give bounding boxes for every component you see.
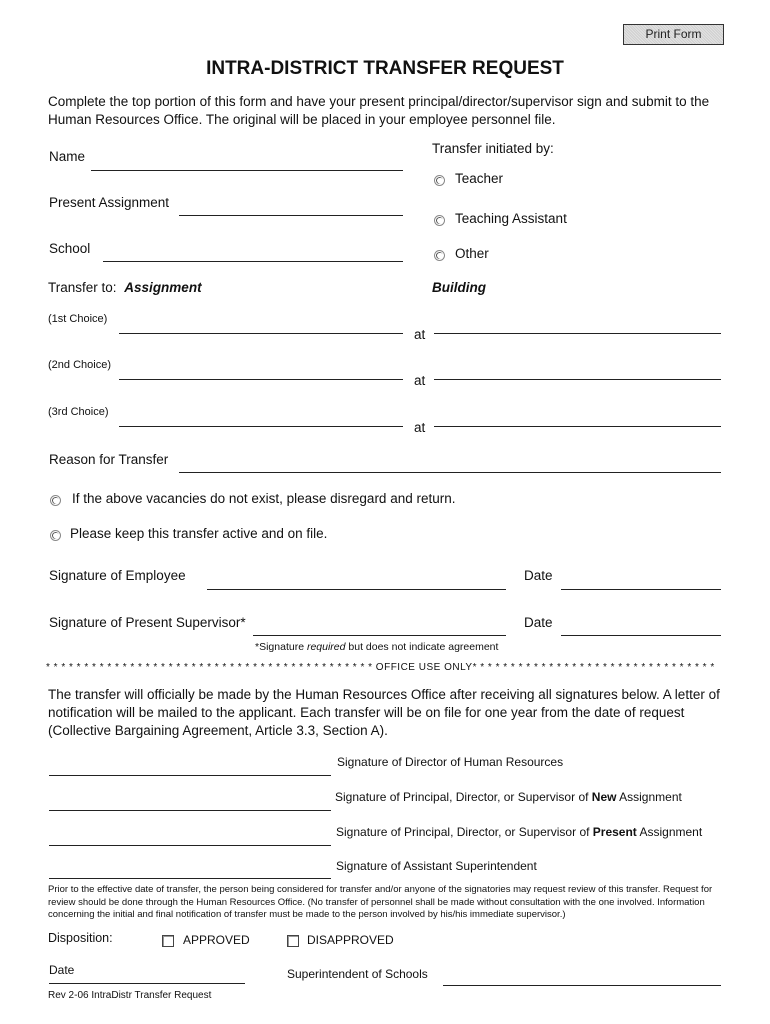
signature-note-required: required (306, 641, 346, 653)
teacher-option-label: Teacher (455, 171, 504, 186)
first-choice-building-field[interactable] (434, 333, 721, 334)
signature-note-pre: *Signature (255, 641, 307, 653)
asst-superintendent-signature-label: Signature of Assistant Superintendent (336, 859, 537, 873)
teacher-radio[interactable] (434, 175, 445, 186)
disapproved-label: DISAPPROVED (307, 933, 394, 947)
new-bold: New (591, 790, 617, 804)
present-pre: Signature of Principal, Director, or Supervisor of (336, 825, 593, 839)
third-choice-building-field[interactable] (434, 426, 721, 427)
director-hr-signature-label: Signature of Director of Human Resources (337, 755, 564, 769)
keep-active-radio[interactable] (50, 530, 61, 541)
disregard-radio[interactable] (50, 495, 61, 506)
superintendent-label: Superintendent of Schools (287, 967, 428, 981)
teaching-assistant-option-label: Teaching Assistant (455, 211, 567, 226)
reason-label: Reason for Transfer (49, 452, 169, 467)
name-field[interactable] (91, 170, 403, 171)
transfer-to-label (48, 280, 202, 295)
building-heading: Building (432, 280, 486, 295)
superintendent-signature-field[interactable] (443, 985, 721, 986)
supervisor-date-label: Date (524, 615, 553, 630)
present-assignment-signature-field[interactable] (49, 845, 331, 846)
review-note: Prior to the effective date of transfer, the person being considered for transfer and/or anyone of the signatories may request review of this transfer. Request for review should be done through the Human Resources Office. (No transfer of personnel shall be made without consultation with the one involved. Information concerning the initial and final notification of transfer must be made to the person involved by his/his immediate supervisor.) (48, 884, 713, 920)
first-choice-at: at (414, 327, 426, 342)
disposition-date-label: Date (49, 963, 75, 977)
supervisor-signature-field[interactable] (253, 635, 506, 636)
present-assignment-label: Present Assignment (49, 195, 170, 210)
footer-revision: Rev 2-06 IntraDistr Transfer Request (48, 990, 212, 1001)
teaching-assistant-radio[interactable] (434, 215, 445, 226)
signature-note-post: but does not indicate agreement (345, 641, 499, 653)
disregard-option-label: If the above vacancies do not exist, please disregard and return. (72, 491, 456, 506)
employee-date-field[interactable] (561, 589, 721, 590)
employee-date-label: Date (524, 568, 553, 583)
third-choice-at: at (414, 420, 426, 435)
print-form-button[interactable]: Print Form (623, 24, 724, 45)
third-choice-assignment-field[interactable] (119, 426, 403, 427)
office-use-divider: * * * * * * * * * * * * * * * * * * * * * * * * * * * * * * * * * * * * * * * * * * * OFFICE USE ONLY* * * * * * * * * * * * * * * * * * * * * * * * * * * * * * * * (46, 662, 715, 673)
new-assignment-signature-label (335, 790, 682, 804)
third-choice-label: (3rd Choice) (48, 406, 109, 418)
present-post: Assignment (636, 825, 703, 839)
disposition-label: Disposition: (48, 931, 113, 945)
present-assignment-signature-label (336, 825, 702, 839)
disapproved-checkbox[interactable] (287, 935, 299, 947)
new-post: Assignment (616, 790, 682, 804)
other-option-label: Other (455, 246, 489, 261)
first-choice-label: (1st Choice) (48, 313, 108, 325)
first-choice-assignment-field[interactable] (119, 333, 403, 334)
disposition-date-field[interactable] (49, 983, 245, 984)
assignment-heading: Assignment (124, 280, 202, 295)
asst-superintendent-signature-field[interactable] (49, 878, 331, 879)
employee-signature-label: Signature of Employee (49, 568, 186, 583)
new-assignment-signature-field[interactable] (49, 810, 331, 811)
other-radio[interactable] (434, 250, 445, 261)
present-bold: Present (592, 825, 637, 839)
school-field[interactable] (103, 261, 403, 262)
second-choice-building-field[interactable] (434, 379, 721, 380)
employee-signature-field[interactable] (207, 589, 506, 590)
director-hr-signature-field[interactable] (49, 775, 331, 776)
approved-checkbox[interactable] (162, 935, 174, 947)
transfer-to-text: Transfer to: (48, 280, 117, 295)
supervisor-signature-label: Signature of Present Supervisor* (49, 615, 246, 630)
transfer-initiated-label: Transfer initiated by: (432, 141, 554, 156)
reason-field[interactable] (179, 472, 721, 473)
new-pre: Signature of Principal, Director, or Supervisor of (335, 790, 592, 804)
approved-label: APPROVED (183, 933, 250, 947)
signature-note (255, 641, 498, 653)
second-choice-label: (2nd Choice) (48, 359, 111, 371)
present-assignment-field[interactable] (179, 215, 403, 216)
second-choice-assignment-field[interactable] (119, 379, 403, 380)
keep-active-option-label: Please keep this transfer active and on file. (70, 526, 328, 541)
page-title: INTRA-DISTRICT TRANSFER REQUEST (206, 58, 564, 79)
second-choice-at: at (414, 373, 426, 388)
supervisor-date-field[interactable] (561, 635, 721, 636)
office-use-text: The transfer will officially be made by the Human Resources Office after receiving all signatures below. A letter of notification will be mailed to the applicant. Each transfer will be on file for one year from the date of request (Collective Bargaining Agreement, Article 3.3, Section A). (48, 687, 720, 738)
name-label: Name (49, 149, 86, 164)
school-label: School (49, 241, 91, 256)
intro-text: Complete the top portion of this form and have your present principal/director/supervisor sign and submit to the Human Resources Office. The original will be placed in your employee personnel file. (48, 94, 710, 127)
